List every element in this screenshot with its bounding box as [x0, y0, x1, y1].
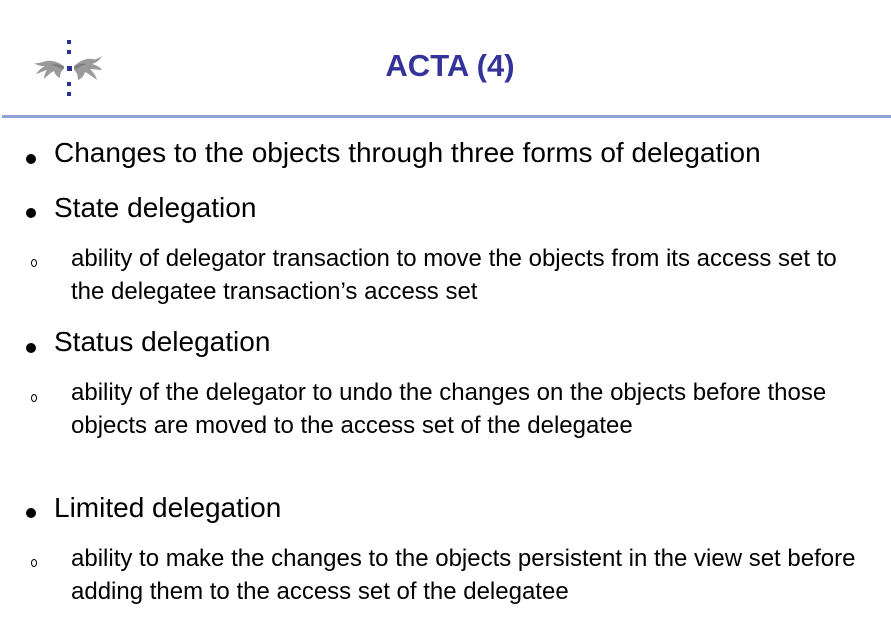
- sub-bullet-text: ability to make the changes to the objects persistent in the view set before adding them to the access set of the delegatee: [71, 545, 856, 605]
- sub-bullet-text: ability of delegator transaction to move the objects from its access set to the delegatee transaction’s access set: [71, 245, 837, 305]
- sub-bullet-circle-icon: [31, 259, 37, 267]
- title-divider: [2, 115, 891, 118]
- bullet-text: State delegation: [54, 192, 257, 223]
- bullet-text: Changes to the objects through three forms of delegation: [54, 137, 761, 168]
- sub-bullet-circle-icon: [31, 559, 37, 567]
- sub-bullet-text: ability of the delegator to undo the changes on the objects before those objects are moved to the access set of the delegatee: [71, 379, 827, 439]
- slide-title: ACTA (4): [385, 48, 515, 83]
- sub-bullet-circle-icon: [31, 394, 37, 402]
- bullet-dot-icon: [26, 508, 36, 518]
- bullet-dot-icon: [26, 208, 36, 218]
- bullet-text: Limited delegation: [54, 492, 282, 523]
- bullet-text: Status delegation: [54, 326, 271, 357]
- bullet-dot-icon: [26, 343, 36, 353]
- flame-logo-icon: [30, 36, 106, 100]
- bullet-dot-icon: [26, 154, 36, 164]
